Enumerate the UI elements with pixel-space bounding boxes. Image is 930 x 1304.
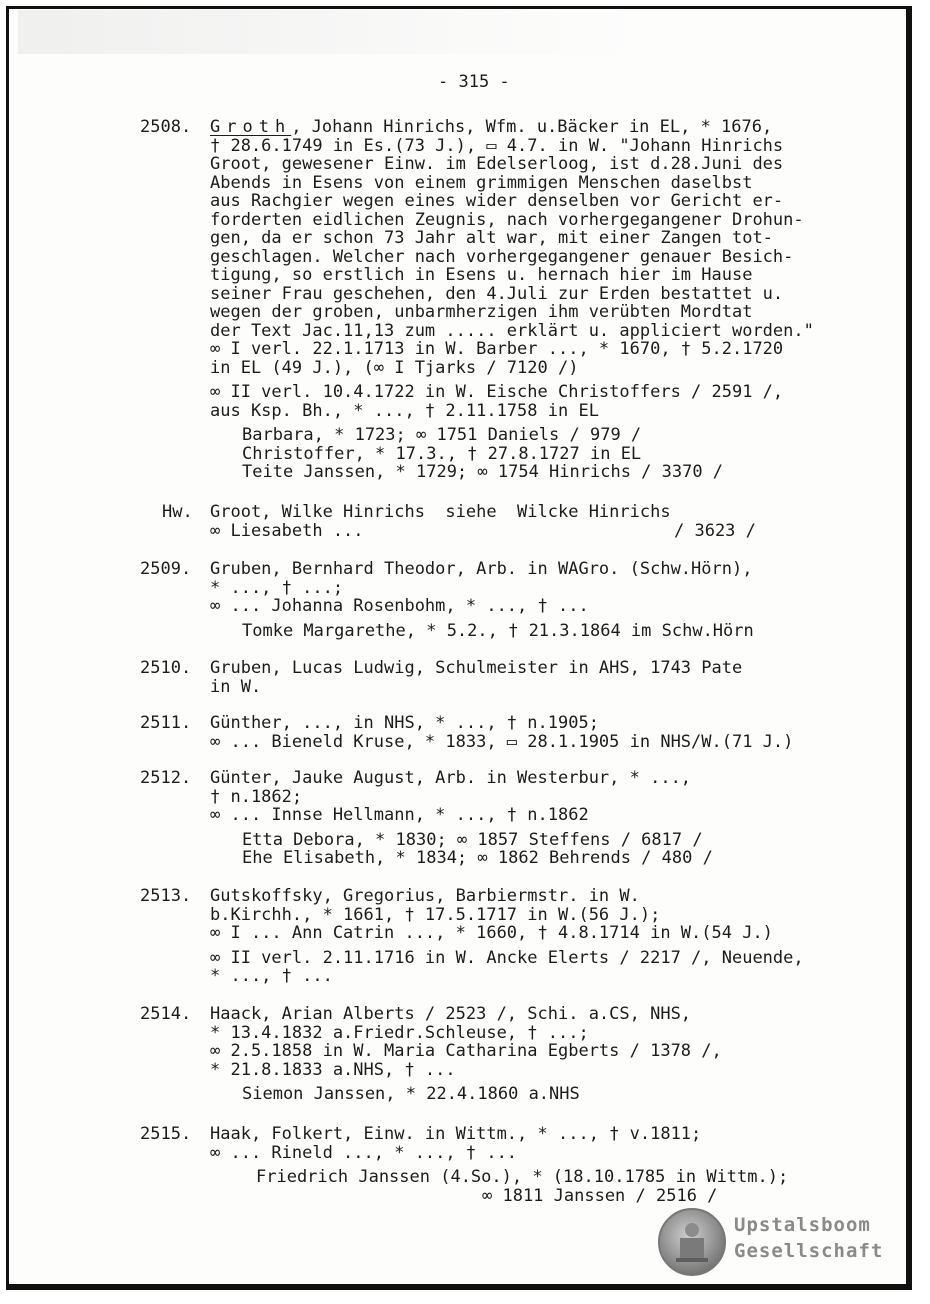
entry-line-text: , Johann Hinrichs, Wfm. u.Bäcker in EL, * 1676, xyxy=(291,117,773,137)
entry-number: 2513. xyxy=(140,886,192,906)
entry-line: * ..., † ... xyxy=(210,966,333,986)
entry-line: ∞ II verl. 10.4.1722 in W. Eische Christoffers / 2591 /, xyxy=(210,382,784,402)
child-line: Ehe Elisabeth, * 1834; ∞ 1862 Behrends / 480 / xyxy=(242,848,713,868)
entry-number: 2511. xyxy=(140,713,192,733)
entry-line: ∞ I verl. 22.1.1713 in W. Barber ..., * 1670, † 5.2.1720 xyxy=(210,339,784,359)
logo-line-2: Gesellschaft xyxy=(734,1240,884,1262)
entry-line: Haak, Folkert, Einw. in Wittm., * ..., † v.1811; xyxy=(210,1124,702,1144)
child-line: Siemon Janssen, * 22.4.1860 a.NHS xyxy=(242,1084,580,1104)
entry-line: seiner Frau geschehen, den 4.Juli zur Erden bestattet u. xyxy=(210,283,784,304)
entry-line: tigung, so erstlich in Esens u. hernach hier im Hause xyxy=(210,265,753,285)
child-line: Barbara, * 1723; ∞ 1751 Daniels / 979 / xyxy=(242,425,642,445)
logo-line-1: Upstalsboom xyxy=(734,1214,871,1236)
entry-text xyxy=(210,769,870,868)
entry-line: ∞ I ... Ann Catrin ..., * 1660, † 4.8.1714 in W.(54 J.) xyxy=(210,923,773,943)
child-line: Friedrich Janssen (4.So.), * (18.10.1785 in Wittm.); xyxy=(256,1167,789,1187)
entry-line: ∞ ... Bieneld Kruse, * 1833, ▭ 28.1.1905 in NHS/W.(71 J.) xyxy=(210,731,794,752)
entry-text xyxy=(210,503,870,540)
entry-text xyxy=(210,118,870,482)
entry-line: ∞ II verl. 2.11.1716 in W. Ancke Elerts / 2217 /, Neuende, xyxy=(210,947,804,968)
entry-line: in EL (49 J.), (∞ I Tjarks / 7120 /) xyxy=(210,357,579,378)
child-line: Etta Debora, * 1830; ∞ 1857 Steffens / 6817 / xyxy=(242,829,703,850)
entry-text xyxy=(210,887,870,986)
entry-line: Günter, Jauke August, Arb. in Westerbur, * ..., xyxy=(210,768,692,788)
entry-line: * ..., † ...; xyxy=(210,577,344,598)
seal-icon xyxy=(658,1208,726,1276)
entry-number: 2514. xyxy=(140,1004,192,1024)
entry-number: 2508. xyxy=(140,117,192,137)
entry-number: 2515. xyxy=(140,1124,192,1144)
entry-line: in W. xyxy=(210,676,262,697)
entry-line: Gutskoffsky, Gregorius, Barbiermstr. in W. xyxy=(210,886,640,906)
entry-line: Haack, Arian Alberts / 2523 /, Schi. a.CS, NHS, xyxy=(210,1004,692,1024)
entry-line: ∞ ... Innse Hellmann, * ..., † n.1862 xyxy=(210,805,589,825)
entry-line: ∞ ... Johanna Rosenbohm, * ..., † ... xyxy=(210,596,589,616)
society-logo xyxy=(658,1208,898,1274)
entry-line: aus Ksp. Bh., * ..., † 2.11.1758 in EL xyxy=(210,400,599,421)
entry-line: † 28.6.1749 in Es.(73 J.), ▭ 4.7. in W. "Johann Hinrichs xyxy=(210,135,784,156)
entry-number: 2509. xyxy=(140,559,192,579)
entry-line: * 21.8.1833 a.NHS, † ... xyxy=(210,1059,456,1080)
entry-line xyxy=(210,118,870,137)
entry-line: Abends in Esens von einem grimmigen Menschen daselbst xyxy=(210,172,753,193)
entry-line: * 13.4.1832 a.Friedr.Schleuse, † ...; xyxy=(210,1022,589,1043)
page-number: - 315 - xyxy=(438,72,510,92)
entry-number: 2510. xyxy=(140,658,192,678)
entry-number: 2512. xyxy=(140,768,192,788)
entry-line: forderten eidlichen Zeugnis, nach vorhergegangener Drohun- xyxy=(210,209,804,230)
ref-number: / 3623 / xyxy=(674,520,756,541)
child-line: Teite Janssen, * 1729; ∞ 1754 Hinrichs / 3370 / xyxy=(242,462,724,482)
child-line: Tomke Margarethe, * 5.2., † 21.3.1864 im Schw.Hörn xyxy=(242,620,754,641)
entry-line: geschlagen. Welcher nach vorhergegangener genauer Besich- xyxy=(210,246,794,267)
entry-line: Groot, Wilke Hinrichs siehe Wilcke Hinrichs xyxy=(210,502,671,522)
entry-line: Gruben, Bernhard Theodor, Arb. in WAGro. (Schw.Hörn), xyxy=(210,559,753,579)
entry-text xyxy=(210,1005,870,1104)
entry-line: b.Kirchh., * 1661, † 17.5.1717 in W.(56 J.); xyxy=(210,904,661,925)
entry-line xyxy=(210,522,870,541)
entry-text xyxy=(210,714,870,751)
surname: Groth xyxy=(210,117,292,137)
entry-line: Groot, gewesener Einw. im Edelserloog, ist d.28.Juni des xyxy=(210,154,784,174)
entry-text xyxy=(210,560,870,640)
entry-line: Gruben, Lucas Ludwig, Schulmeister in AHS, 1743 Pate xyxy=(210,658,743,678)
child-line: Christoffer, * 17.3., † 27.8.1727 in EL xyxy=(242,443,642,464)
entry-text xyxy=(210,659,870,696)
entry-line-text: ∞ Liesabeth ... xyxy=(210,520,364,541)
entry-line: wegen der groben, unbarmherzigen ihm verübten Mordtat xyxy=(210,302,753,322)
entry-line: ∞ 2.5.1858 in W. Maria Catharina Egberts / 1378 /, xyxy=(210,1041,722,1061)
entry-line: gen, da er schon 73 Jahr alt war, mit einer Zangen tot- xyxy=(210,228,773,248)
logo-text xyxy=(734,1212,883,1264)
entry-number: Hw. xyxy=(162,502,193,522)
entry-text xyxy=(210,1125,870,1205)
entry-line: Günther, ..., in NHS, * ..., † n.1905; xyxy=(210,713,599,733)
entry-line: † n.1862; xyxy=(210,786,303,807)
entry-line: aus Rachgier wegen eines wider denselben vor Gericht er- xyxy=(210,191,784,211)
entry-line: der Text Jac.11,13 zum ..... erklärt u. appliciert worden." xyxy=(210,320,814,341)
entry-line: ∞ ... Rineld ..., * ..., † ... xyxy=(210,1142,518,1163)
child-line: ∞ 1811 Janssen / 2516 / xyxy=(482,1185,718,1206)
